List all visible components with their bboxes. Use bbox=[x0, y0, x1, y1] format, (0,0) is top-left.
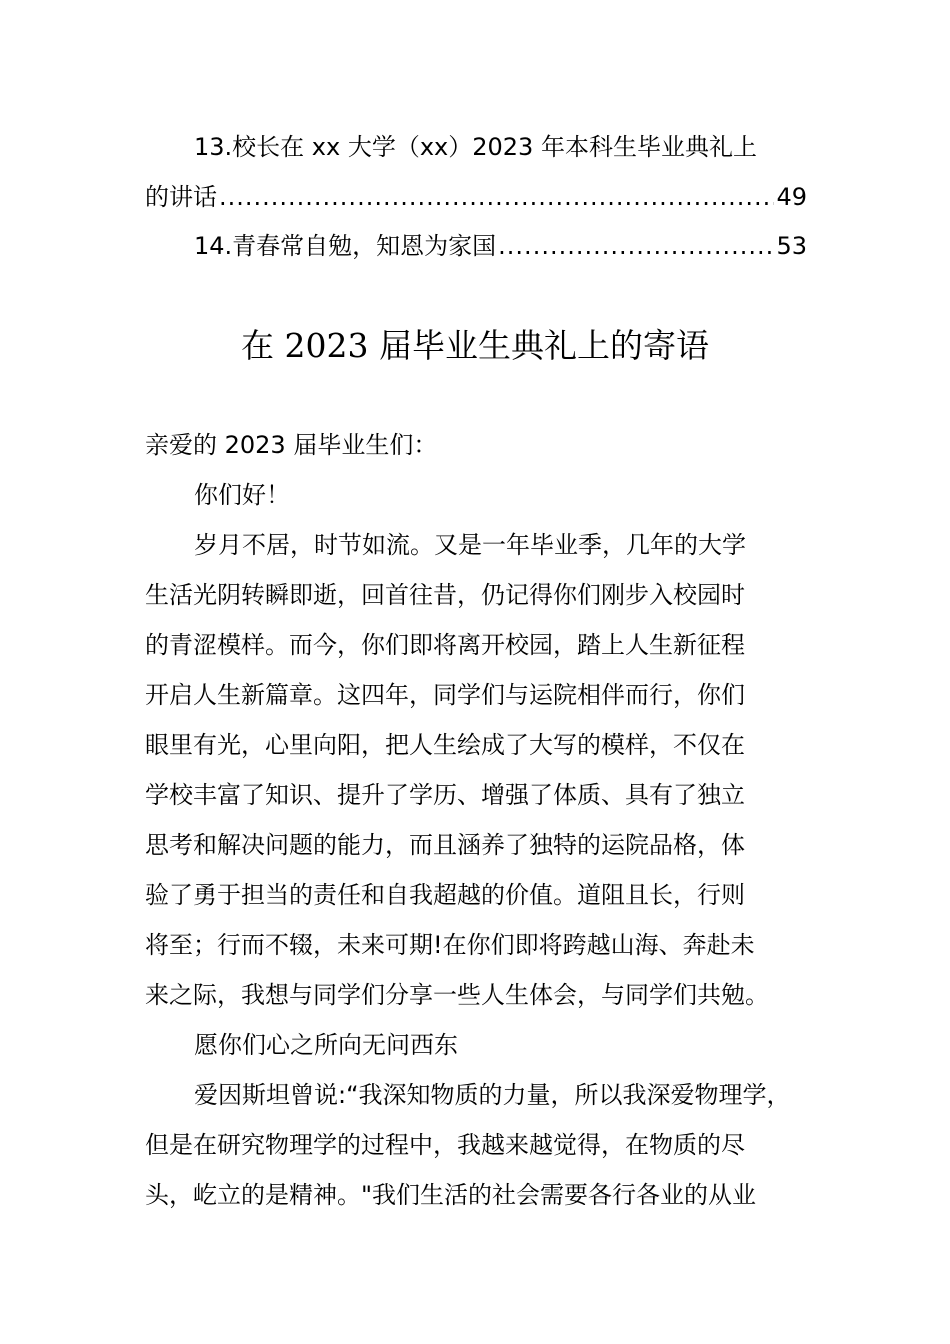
toc-item-14 bbox=[194, 231, 807, 261]
toc-leader-dots bbox=[219, 182, 774, 212]
paragraph-line: 生活光阴转瞬即逝，回首往昔，仍记得你们刚步入校园时 bbox=[145, 581, 745, 609]
salutation: 亲爱的 2023 届毕业生们： bbox=[145, 431, 438, 459]
paragraph-line: 来之际，我想与同学们分享一些人生体会，与同学们共勉。 bbox=[145, 981, 769, 1009]
paragraph-line: 爱因斯坦曾说:“我深知物质的力量，所以我深爱物理学， bbox=[194, 1081, 791, 1109]
section-heading: 愿你们心之所向无问西东 bbox=[194, 1031, 458, 1059]
toc-item-14-page: 53 bbox=[776, 232, 807, 260]
toc-item-13-page: 49 bbox=[776, 183, 807, 211]
paragraph-line: 验了勇于担当的责任和自我超越的价值。道阻且长，行则 bbox=[145, 881, 745, 909]
paragraph-line: 思考和解决问题的能力，而且涵养了独特的运院品格，体 bbox=[145, 831, 745, 859]
paragraph-line: 将至；行而不辍，未来可期!在你们即将跨越山海、奔赴未 bbox=[145, 931, 755, 959]
paragraph-line: 但是在研究物理学的过程中，我越来越觉得，在物质的尽 bbox=[145, 1131, 745, 1159]
paragraph-line: 眼里有光，心里向阳，把人生绘成了大写的模样，不仅在 bbox=[145, 731, 745, 759]
paragraph-line: 的青涩模样。而今，你们即将离开校园，踏上人生新征程 bbox=[145, 631, 745, 659]
paragraph-line: 岁月不居，时节如流。又是一年毕业季，几年的大学 bbox=[194, 531, 746, 559]
toc-leader-dots bbox=[498, 231, 774, 261]
toc-item-14-title: 14.青春常自勉，知恩为家国 bbox=[194, 232, 497, 260]
paragraph-line: 学校丰富了知识、提升了学历、增强了体质、具有了独立 bbox=[145, 781, 745, 809]
article-title: 在 2023 届毕业生典礼上的寄语 bbox=[241, 326, 709, 365]
paragraph-line: 头，屹立的是精神。"我们生活的社会需要各行各业的从业 bbox=[145, 1181, 757, 1209]
paragraph-line: 开启人生新篇章。这四年，同学们与运院相伴而行，你们 bbox=[145, 681, 745, 709]
toc-item-13-line2 bbox=[145, 182, 807, 212]
greeting: 你们好！ bbox=[194, 481, 290, 509]
toc-item-13-line1: 13.校长在 xx 大学（xx）2023 年本科生毕业典礼上 bbox=[194, 133, 757, 161]
toc-item-13-title-tail: 的讲话 bbox=[145, 183, 217, 211]
